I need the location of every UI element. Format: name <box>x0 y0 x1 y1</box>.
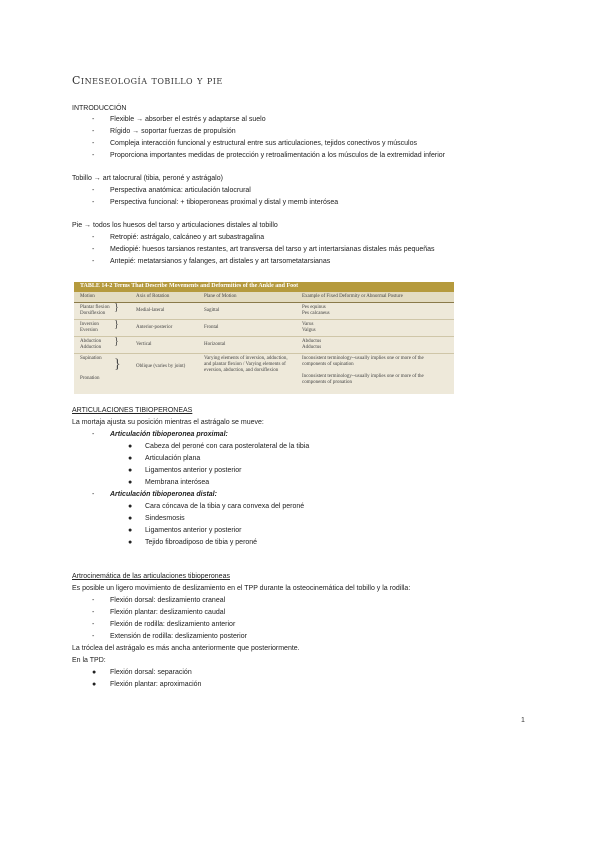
page-number: 1 <box>521 717 525 724</box>
proximal-item: Cabeza del peroné con cara posterolateral de la tibia <box>145 443 310 450</box>
proximal-item: Membrana interósea <box>145 479 210 486</box>
table-cell: Inconsistent terminology--usually implies one or more of the components of supination <box>302 356 424 367</box>
table-caption: TABLE 14-2 Terms That Describe Movements and Deformities of the Ankle and Foot <box>80 283 299 289</box>
table-cell: Inversion <box>80 322 99 327</box>
tpd-item: Flexión dorsal: separación <box>110 669 192 676</box>
dash-bullet: - <box>92 246 95 253</box>
dot-bullet: ● <box>128 467 133 474</box>
distal-item: Cara cóncava de la tibia y cara convexa del peroné <box>145 503 305 510</box>
tobillo-item: Perspectiva anatómica: articulación talocrural <box>110 187 251 194</box>
artro-intro: Es posible un ligero movimiento de deslizamiento en el TPP durante la osteocinemática del tobillo y la rodilla: <box>72 585 411 592</box>
brace-icon: } <box>114 319 119 330</box>
tpd-label: En la TPD: <box>72 657 106 664</box>
dot-bullet: ● <box>128 503 133 510</box>
artro-item: Flexión plantar: deslizamiento caudal <box>110 609 226 616</box>
dash-bullet: - <box>92 140 95 147</box>
dash-bullet: - <box>92 491 95 498</box>
dot-bullet: ● <box>128 527 133 534</box>
dash-bullet: - <box>92 633 95 640</box>
dot-bullet: ● <box>128 443 133 450</box>
dash-bullet: - <box>92 187 95 194</box>
proximal-item: Ligamentos anterior y posterior <box>145 467 242 474</box>
table-cell: Abductus <box>302 339 322 344</box>
table-col-header: Axis of Rotation <box>136 294 170 299</box>
table-row <box>74 320 454 337</box>
brace-icon: } <box>114 302 119 313</box>
pie-item: Retropié: astrágalo, calcáneo y art subastragalina <box>110 234 265 241</box>
articulaciones-intro: La mortaja ajusta su posición mientras el astrágalo se mueve: <box>72 419 264 426</box>
articulaciones-heading: ARTICULACIONES TIBIOPERONEAS <box>72 407 193 414</box>
dash-bullet: - <box>92 609 95 616</box>
intro-item: Compleja interacción funcional y estructural entre sus articulaciones, tejidos conectivos y músculos <box>110 140 417 147</box>
artro-heading: Artrocinemática de las articulaciones tibioperoneas <box>72 573 230 580</box>
artro-item: Extensión de rodilla: deslizamiento posterior <box>110 633 247 640</box>
table-cell: Pronation <box>80 376 100 381</box>
intro-heading: INTRODUCCIÓN <box>72 105 127 112</box>
brace-icon: } <box>114 336 119 347</box>
table-cell: Varus <box>302 322 314 327</box>
dot-bullet: ● <box>92 669 97 676</box>
table-col-header: Motion <box>80 294 95 299</box>
page-title: Cineseología tobillo y pie <box>72 74 223 87</box>
table-cell: Inconsistent terminology--usually implies one or more of the components of pronation <box>302 374 424 385</box>
table-cell: Horizontal <box>204 342 226 347</box>
distal-item: Sindesmosis <box>145 515 185 522</box>
table-row <box>74 303 454 320</box>
table-cell: Frontal <box>204 325 219 330</box>
table-cell: Vertical <box>136 342 152 347</box>
dot-bullet: ● <box>128 479 133 486</box>
intro-item: Rígido → soportar fuerzas de propulsión <box>110 128 236 135</box>
intro-item: Flexible → absorber el estrés y adaptarse al suelo <box>110 116 266 123</box>
brace-icon: } <box>114 357 121 372</box>
table-cell: Abduction <box>80 339 102 344</box>
table-cell: Dorsiflexion <box>80 311 106 316</box>
pie-heading: Pie → todos los huesos del tarso y articulaciones distales al tobillo <box>72 222 278 229</box>
table-cell: Adduction <box>80 345 102 350</box>
table-cell: Anterior-posterior <box>136 325 173 330</box>
dash-bullet: - <box>92 116 95 123</box>
movement-terms-table <box>74 282 454 394</box>
proximal-label: Articulación tibioperonea proximal: <box>110 431 228 438</box>
dot-bullet: ● <box>128 515 133 522</box>
table-cell: Supination <box>80 356 102 361</box>
dot-bullet: ● <box>128 455 133 462</box>
table-row <box>74 354 454 392</box>
dot-bullet: ● <box>128 539 133 546</box>
distal-label: Articulación tibioperonea distal: <box>110 491 217 498</box>
table-cell: Adductus <box>302 345 322 350</box>
table-col-header: Plane of Motion <box>204 294 237 299</box>
table-header-row <box>74 292 454 303</box>
table-cell: Valgus <box>302 328 316 333</box>
table-col-header: Example of Fixed Deformity or Abnormal Posture <box>302 294 403 299</box>
table-cell: Oblique (varies by joint) <box>136 364 186 369</box>
tobillo-item: Perspectiva funcional: + tibioperoneas proximal y distal y memb interósea <box>110 199 339 206</box>
table-cell: Pes calcaneus <box>302 311 330 316</box>
table-cell: Sagittal <box>204 308 220 313</box>
tpd-item: Flexión plantar: aproximación <box>110 681 202 688</box>
artro-item: Flexión dorsal: deslizamiento craneal <box>110 597 226 604</box>
table-cell: Eversion <box>80 328 98 333</box>
table-cell: Varying elements of inversion, adduction, and plantar flexion / Varying elements of eversion, abduction, and dorsiflexion <box>204 356 288 373</box>
intro-item: Proporciona importantes medidas de protección y retroalimentación a los músculos de la extremidad inferior <box>110 152 445 159</box>
tobillo-heading: Tobillo → art talocrural (tibia, peroné y astrágalo) <box>72 175 223 182</box>
table-cell: Medial-lateral <box>136 308 165 313</box>
table-row <box>74 337 454 354</box>
dash-bullet: - <box>92 431 95 438</box>
dot-bullet: ● <box>92 681 97 688</box>
distal-item: Tejido fibroadiposo de tibia y peroné <box>145 539 258 546</box>
table-cell: Plantar flexion <box>80 305 110 310</box>
artro-item: Flexión de rodilla: deslizamiento anterior <box>110 621 236 628</box>
dash-bullet: - <box>92 152 95 159</box>
dash-bullet: - <box>92 199 95 206</box>
dash-bullet: - <box>92 128 95 135</box>
table-cell: Pes equinus <box>302 305 326 310</box>
dash-bullet: - <box>92 258 95 265</box>
artro-note: La tróclea del astrágalo es más ancha anteriormente que posteriormente. <box>72 645 300 652</box>
dash-bullet: - <box>92 234 95 241</box>
pie-item: Antepié: metatarsianos y falanges, art distales y art tarsometatarsianas <box>110 258 331 265</box>
dash-bullet: - <box>92 621 95 628</box>
pie-item: Mediopié: huesos tarsianos restantes, art transversa del tarso y art intertarsianas distales más pequeñas <box>110 246 435 253</box>
proximal-item: Articulación plana <box>145 455 201 462</box>
dash-bullet: - <box>92 597 95 604</box>
distal-item: Ligamentos anterior y posterior <box>145 527 242 534</box>
table-caption-bar <box>74 282 454 292</box>
